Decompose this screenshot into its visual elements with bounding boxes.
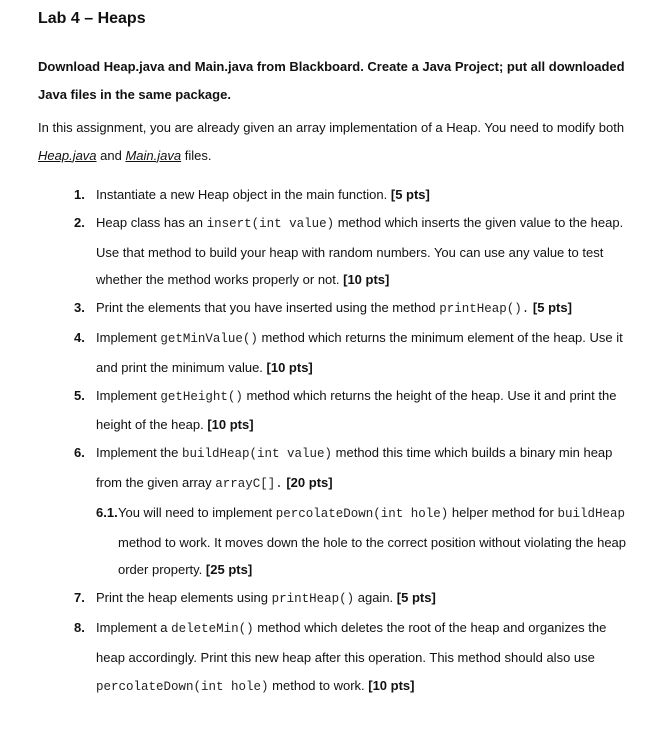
intro-paragraph: [38, 114, 638, 169]
task-text: method to work.: [268, 677, 369, 693]
intro-text-after: files.: [181, 147, 212, 163]
task-points: [10 pts]: [207, 417, 254, 433]
task-item-5: [38, 382, 638, 440]
task-number: 6.1.: [96, 504, 118, 520]
task-points: [20 pts]: [282, 474, 333, 490]
task-text: Implement a: [96, 619, 172, 635]
task-item-8: [38, 614, 638, 701]
task-text: Implement: [96, 387, 161, 403]
task-text: method which returns the height of the heap. Use it and print the height of the heap.: [96, 387, 617, 433]
task-points: [10 pts]: [368, 677, 415, 693]
task-text: helper method for: [448, 504, 558, 520]
task-number: 7.: [74, 590, 85, 606]
task-text: Print the elements that you have inserted using the method: [96, 300, 440, 316]
task-text: again.: [354, 590, 397, 606]
task-number: 6.: [74, 445, 85, 461]
task-subitem-6-1: [38, 499, 638, 584]
task-text: Print the heap elements using: [96, 590, 272, 606]
task-code: buildHeap: [557, 506, 625, 521]
task-text: method to work. It moves down the hole to the correct position without violating the heap order property.: [118, 534, 627, 578]
task-text: method which deletes the root of the heap and organizes the heap accordingly. Print this new heap after this operation. This method should also use: [96, 619, 607, 665]
task-text: method which inserts the given value to the heap. Use that method to build your heap with random numbers. You can use any value to test whether the method works properly or not.: [96, 214, 624, 288]
task-item-3: [38, 294, 638, 324]
task-text: Heap class has an: [96, 214, 207, 230]
main-java-filename: Main.java: [125, 147, 182, 163]
task-points: [5 pts]: [396, 590, 436, 606]
task-points: [10 pts]: [266, 359, 313, 375]
task-code: arrayC[].: [215, 476, 283, 491]
task-text: Implement: [96, 329, 161, 345]
task-number: 8.: [74, 619, 85, 635]
page-title: Lab 4 – Heaps: [38, 10, 146, 27]
task-code: percolateDown(int hole): [96, 679, 269, 694]
task-points: [10 pts]: [343, 272, 390, 288]
task-code: getHeight(): [160, 389, 243, 404]
task-item-6: [38, 439, 638, 499]
task-points: [5 pts]: [529, 300, 572, 316]
task-code: getMinValue(): [160, 331, 258, 346]
intro-text-before: In this assignment, you are already given an array implementation of a Heap. You need to modify both: [38, 120, 625, 135]
task-code: insert(int value): [206, 216, 335, 231]
task-number: 2.: [74, 214, 85, 230]
task-code: deleteMin(): [171, 621, 254, 636]
task-number: 4.: [74, 329, 85, 345]
task-item-4: [38, 324, 638, 382]
intro-and: and: [96, 147, 126, 163]
heap-java-filename: Heap.java: [38, 147, 97, 163]
task-item-7: [38, 584, 638, 614]
task-number: 1.: [74, 187, 85, 202]
task-item-1: [38, 181, 638, 209]
intro-bold-paragraph: Download Heap.java and Main.java from Blackboard. Create a Java Project; put all downloaded Java files in the same package.: [38, 59, 625, 102]
task-item-2: [38, 209, 638, 294]
task-points: [25 pts]: [205, 562, 253, 578]
task-code: buildHeap(int value): [182, 447, 333, 462]
task-code: printHeap().: [439, 302, 530, 317]
task-number: 5.: [74, 387, 85, 403]
task-text: Instantiate a new Heap object in the main function.: [96, 187, 391, 202]
task-list: [38, 181, 638, 701]
task-points: [5 pts]: [390, 187, 430, 202]
task-code: printHeap(): [271, 592, 355, 607]
task-text: method this time which builds a binary min heap from the given array: [96, 445, 613, 490]
task-text: You will need to implement: [118, 504, 276, 520]
task-number: 3.: [74, 300, 85, 316]
task-text: method which returns the minimum element of the heap. Use it and print the minimum value.: [96, 329, 623, 375]
task-text: Implement the: [96, 445, 182, 461]
task-code: percolateDown(int hole): [275, 506, 449, 521]
